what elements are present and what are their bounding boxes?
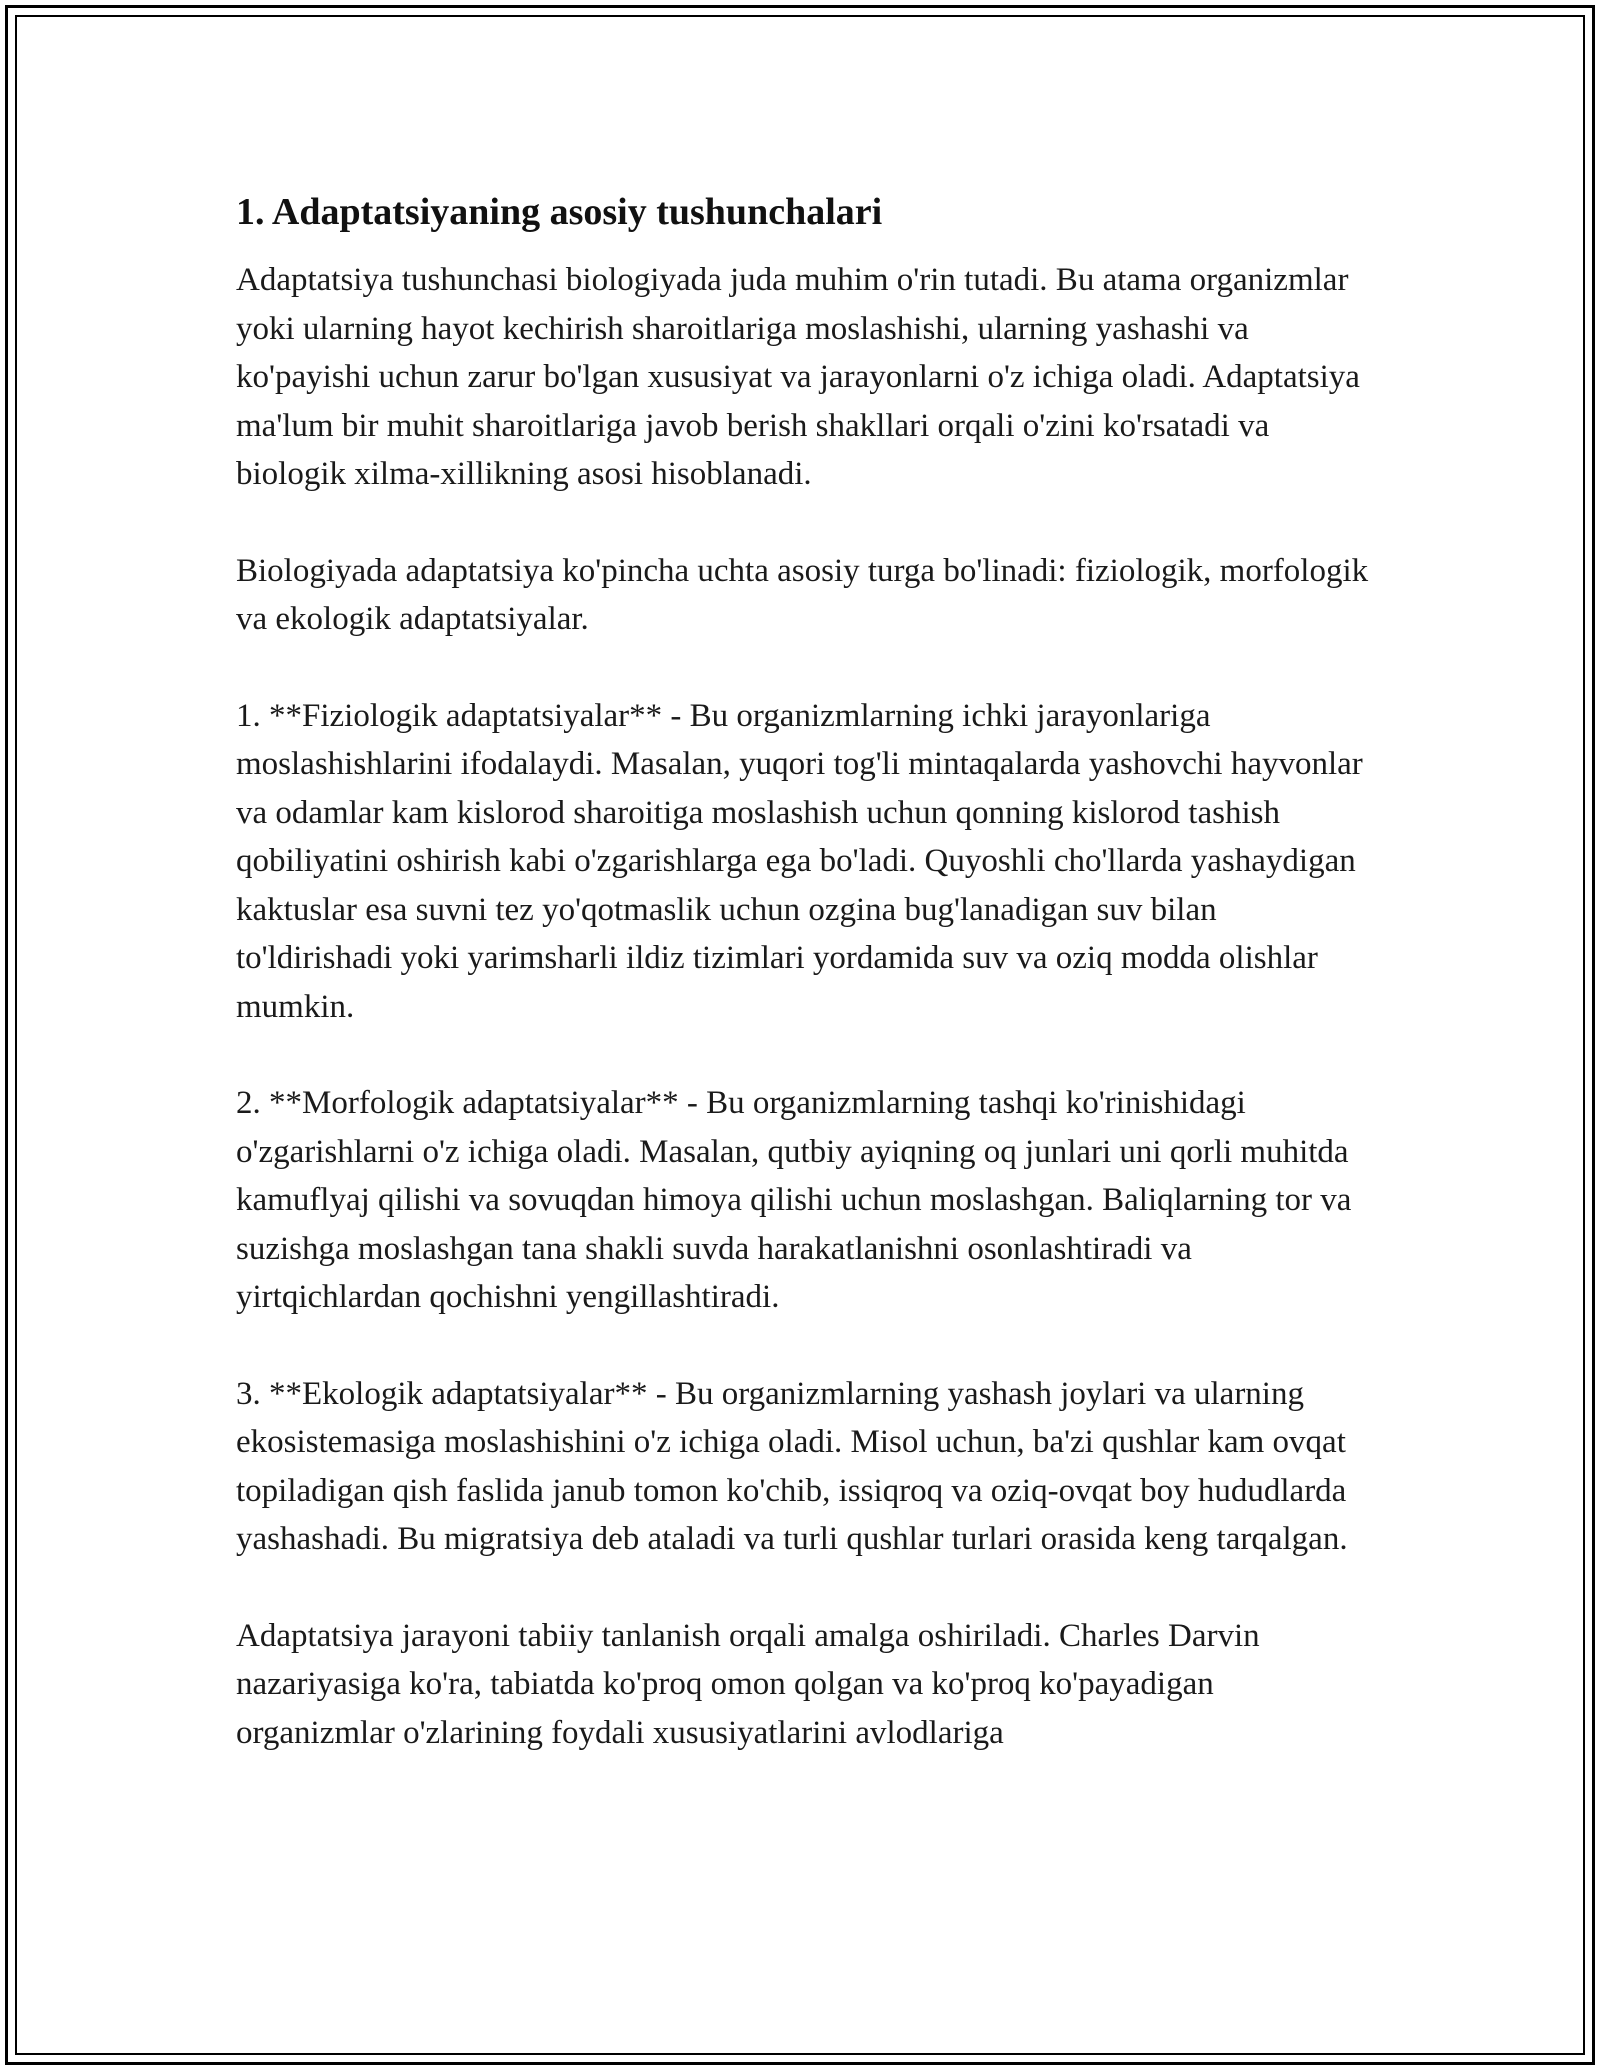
paragraph-natural-selection: Adaptatsiya jarayoni tabiiy tanlanish orqali amalga oshiriladi. Charles Darvin nazariyasiga ko'ra, tabiatda ko'proq omon qolgan va ko'proq ko'payadigan organizmlar o'zlarining foydali xususiyatlarini avlodlariga	[236, 1617, 1260, 1751]
paragraph-adaptation-types: Biologiyada adaptatsiya ko'pincha uchta asosiy turga bo'linadi: fiziologik, morfologik va ekologik adaptatsiyalar.	[236, 552, 1369, 637]
paragraph-introduction: Adaptatsiya tushunchasi biologiyada juda muhim o'rin tutadi. Bu atama organizmlar yoki ularning hayot kechirish sharoitlariga moslashishi, ularning yashashi va ko'payishi uchun zarur bo'lgan xususiyat va jarayonlarni o'z ichiga oladi. Adaptatsiya ma'lum bir muhit sharoitlariga javob berish shakllari orqali o'zini ko'rsatadi va biologik xilma-xillikning asosi hisoblanadi.	[236, 262, 1360, 492]
paragraph-physiological: 1. **Fiziologik adaptatsiyalar** - Bu organizmlarning ichki jarayonlariga moslashishlarini ifodalaydi. Masalan, yuqori tog'li mintaqalarda yashovchi hayvonlar va odamlar kam kislorod sharoitiga moslashish uchun qonning kislorod tashish qobiliyatini oshirish kabi o'zgarishlarga ega bo'ladi. Quyoshli cho'llarda yashaydigan kaktuslar esa suvni tez yo'qotmaslik uchun ozgina bug'lanadigan suv bilan to'ldirishadi yoki yarimsharli ildiz tizimlari yordamida suv va oziq modda olishlar mumkin.	[236, 697, 1363, 1025]
section-heading: 1. Adaptatsiyaning asosiy tushunchalari	[236, 191, 883, 233]
paragraph-morphological: 2. **Morfologik adaptatsiyalar** - Bu organizmlarning tashqi ko'rinishidagi o'zgarishlarni o'z ichiga oladi. Masalan, qutbiy ayiqning oq junlari uni qorli muhitda kamuflyaj qilishi va sovuqdan himoya qilishi uchun moslashgan. Baliqlarning tor va suzishga moslashgan tana shakli suvda harakatlanishni osonlashtiradi va yirtqichlardan qochishni yengillashtiradi.	[236, 1085, 1352, 1315]
paragraph-ecological: 3. **Ekologik adaptatsiyalar** - Bu organizmlarning yashash joylari va ularning ekosistemasiga moslashishini o'z ichiga oladi. Misol uchun, ba'zi qushlar kam ovqat topiladigan qish faslida janub tomon ko'chib, issiqroq va oziq-ovqat boy hududlarda yashashadi. Bu migratsiya deb ataladi va turli qushlar turlari orasida keng tarqalgan.	[236, 1375, 1348, 1557]
document-body	[236, 186, 1376, 1757]
